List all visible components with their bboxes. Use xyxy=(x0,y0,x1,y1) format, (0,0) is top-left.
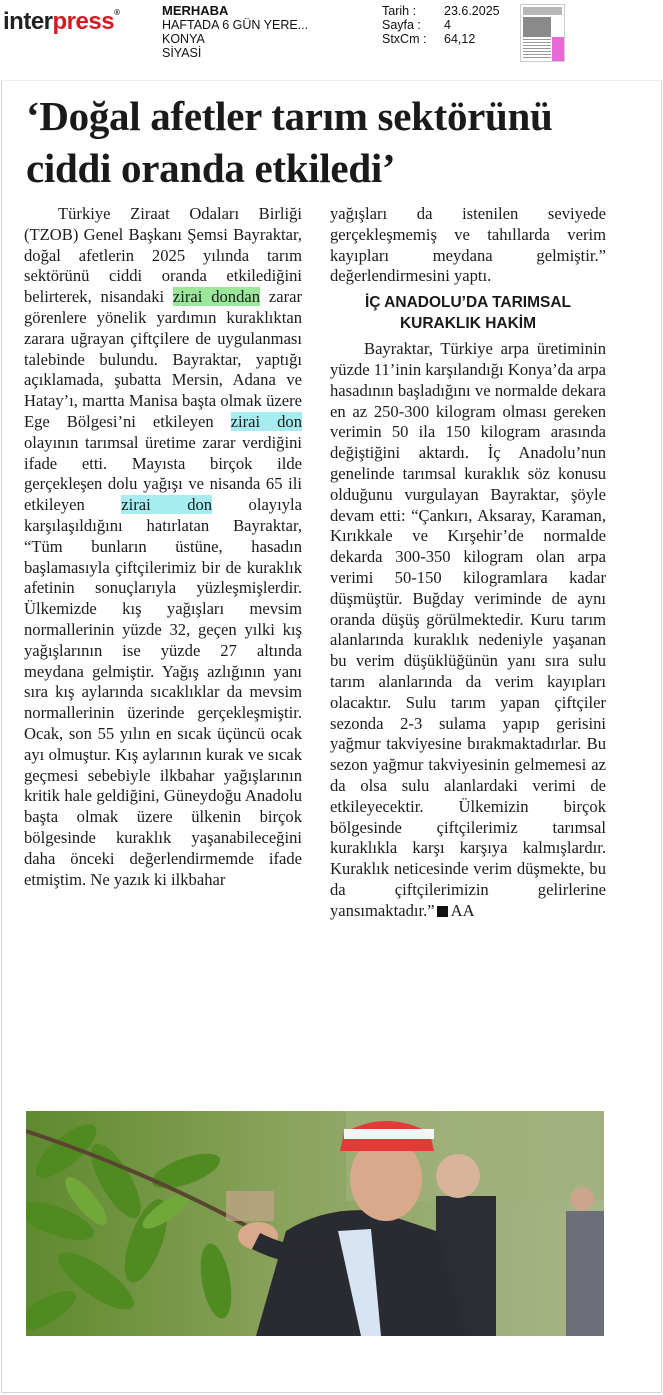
headline-line-2: ciddi oranda etkiledi’ xyxy=(26,145,396,191)
page-thumbnail[interactable] xyxy=(520,4,565,62)
date-row xyxy=(382,4,500,18)
text-segment: olayıyla karşılaşıldığını hatırlatan Bayraktar, “Tüm bunların üstüne, hasadın başlamasıyla çiftçilerimiz bir de kuraklık afetinin sonuçlarıyla yüzleşmişlerdir. Ülkemizde kış yağışları mevsim normallerinin yüzde 32, geçen yılki kış yağışlarının ise yüzde 27 altında meydana gelmiştir. Yağış azlığının yanı sıra kış aylarında sıcaklıklar da mevsim normallerinin üzerinde gerçekleşmiştir. Ocak, son 55 yılın en sıcak üçüncü ocak ayı olmuştur. Kış aylarının kurak ve sıcak geçmesi sebebiyle ilkbahar yağışlarının kritik hale geldiğini, Güneydoğu Anadolu başta olmak üzere ülkenin birçok bölgesinde kuraklık yaşanabileceğini daha önceki değerlendirmemde ifade etmiştim. Ne yazık ki ilkbahar xyxy=(24,495,302,889)
subheading-line-2: KURAKLIK HAKİM xyxy=(399,315,537,333)
text-segment: Bayraktar, Türkiye arpa üretiminin yüzde 11’inin karşılandığı Konya’da arpa hasadının başladığını ve normalde dekara en az 250-300 kilogram olması gereken verimin 50 ila 150 kilogram arasında değiştiğini aktardı. İç Anadolu’nun genelinde tarımsal kuraklık söz konusu olduğunu vurgulayan Bayraktar, şöyle devam etti: “Çankırı, Aksaray, Karaman, Kırıkkale ve Kırşehir’de normalde dekarda 300-350 kilogram olan arpa verimi 50-150 kilogramlara kadar düşmüştür. Buğday veriminde de aynı oranda düşüş görülmektedir. Kuru tarım alanlarında kuraklık nedeniyle yaşanan bu verim düşüklüğünün yanı sıra sulu tarım alanlarında da verim kayıpları olacaktır. Sulu tarım yapan çiftçiler sezonda 2-3 sulama yapıp gerisini yağmur takviyesine bırakmaktadırlar. Bu sezon yağmur takviyesinin gelmemesi az da olsa sulu alanlardaki verimi de etkileyecektir. Ülkemizin birçok bölgesinde çiftçilerimiz tarımsal kuraklıkla karşı karşıya kalmışlardır. Kuraklık neticesinde verim düşmekte, bu da çiftçilerimizin gelirlerine yansımaktadır.” xyxy=(330,339,606,920)
publication-info xyxy=(162,4,308,60)
page-label: Sayfa : xyxy=(382,18,421,32)
clipping-meta xyxy=(382,4,500,46)
thumbnail-photo-block xyxy=(523,17,551,37)
date-value: 23.6.2025 xyxy=(444,4,500,18)
end-square-icon xyxy=(437,906,448,917)
interpress-logo xyxy=(3,8,119,36)
paragraph-intro xyxy=(24,204,302,890)
article-column-2 xyxy=(330,204,606,922)
stxcm-row xyxy=(382,32,500,46)
stxcm-value: 64,12 xyxy=(444,32,476,46)
article-photo xyxy=(26,1111,604,1336)
stxcm-label: StxCm : xyxy=(382,32,427,46)
publication-city: KONYA xyxy=(162,32,205,46)
highlight-zirai-dondan: zirai dondan xyxy=(172,287,261,307)
logo-text-press: press xyxy=(52,8,115,35)
registered-mark: ® xyxy=(114,8,120,17)
text-segment: olayının tarımsal üretime zarar verdiğini ifade etti. Mayısta birçok ilde gerçekleşen dolu yağışı ve nisanda 65 ili etkileyen xyxy=(24,432,302,515)
article-headline xyxy=(26,90,626,194)
highlight-zirai-don-1: zirai don xyxy=(230,411,302,431)
highlight-zirai-don-2: zirai don xyxy=(121,495,213,515)
logo-text-inter: inter xyxy=(3,8,53,35)
thumbnail-article-marker xyxy=(552,37,564,61)
clipping-header xyxy=(0,0,663,70)
subheading-line-1: İÇ ANADOLU’DA TARIMSAL xyxy=(364,294,572,312)
publication-frequency: HAFTADA 6 GÜN YERE... xyxy=(162,18,309,32)
paragraph-konya xyxy=(330,339,606,921)
byline: AA xyxy=(450,900,475,920)
text-segment: zarar görenlere yönelik yardımın kuraklıktan zarara uğrayan çiftçilere de uygulanması talebinde bulundu. Bayraktar, yaptığı açıklamada, şubatta Mersin, Adana ve Hatay’ı, martta Manisa başta olmak üzere Ege Bölgesi’ni etkileyen xyxy=(24,287,302,431)
article-column-1 xyxy=(24,204,302,890)
page-value: 4 xyxy=(444,18,451,32)
headline-line-1: ‘Doğal afetler tarım sektörünü xyxy=(26,93,553,139)
section-subheading xyxy=(330,292,606,334)
publication-category: SİYASİ xyxy=(162,46,202,60)
publication-name: MERHABA xyxy=(162,3,229,18)
photo-illustration xyxy=(26,1111,604,1336)
thumbnail-text-block xyxy=(523,39,551,59)
date-label: Tarih : xyxy=(382,4,417,18)
page-row xyxy=(382,18,500,32)
paragraph-continued: yağışları da istenilen seviyede gerçekleşmemiş ve tahıllarda verim kayıpları meydana gelmiştir.” değerlendirmesini yaptı. xyxy=(330,204,606,286)
thumbnail-masthead xyxy=(523,7,562,15)
text-segment: Türkiye Ziraat Odaları Birliği (TZOB) Genel Başkanı Şemsi Bayraktar, doğal afetlerin 2025 yılında tarım sektörünü ciddi oranda etkilediğini belirterek, nisandaki xyxy=(24,204,302,307)
